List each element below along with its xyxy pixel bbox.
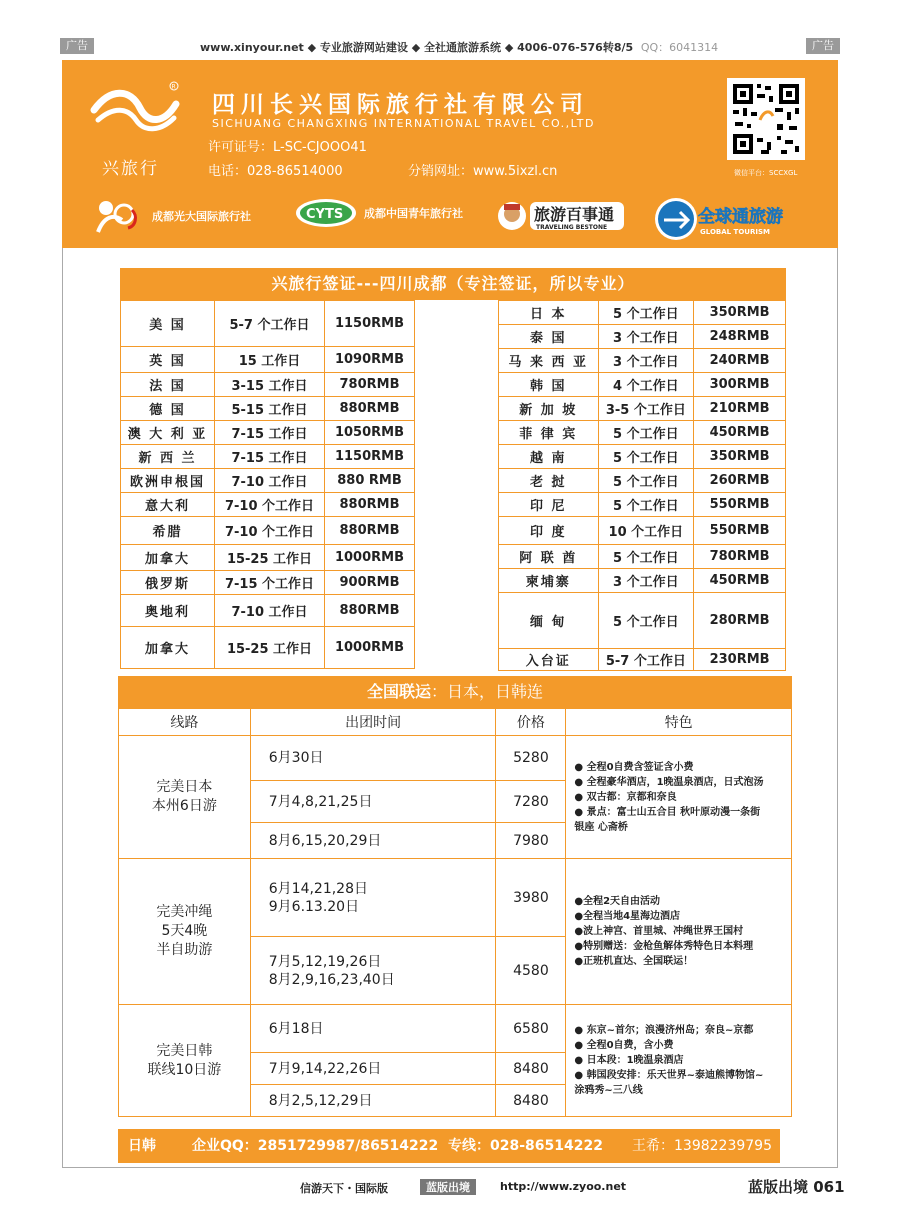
visa-price: 210RMB: [694, 397, 786, 421]
visa-row: [499, 493, 786, 517]
distribution-site: 分销网址：www.5ixzl.cn: [408, 164, 558, 179]
visa-processing-time: 5 个工作日: [598, 493, 694, 517]
tour-departure-dates: [250, 1005, 496, 1053]
contact-label: 日韩: [128, 1138, 156, 1154]
visa-row: [499, 545, 786, 569]
partner-guangda-name: 成都光大国际旅行社: [152, 210, 251, 223]
tour-feature-line: ● 全程0自费含签证含小费: [574, 761, 694, 773]
tour-row: [119, 736, 792, 781]
partner-cyts: [294, 196, 463, 230]
tour-feature-line: ● 景点：富士山五合目 秋叶原动漫一条街: [574, 806, 761, 818]
visa-price: 780RMB: [694, 545, 786, 569]
tour-feature-line: ●正班机直达、全国联运！: [574, 956, 694, 967]
bestone-logo-subtext: TRAVELING BESTONE: [536, 224, 608, 231]
brand-name: 兴旅行: [102, 159, 159, 179]
visa-country: 日 本: [499, 301, 599, 325]
tour-row: [119, 859, 792, 937]
company-header: [62, 60, 838, 248]
visa-country: 缅 甸: [499, 593, 599, 649]
visa-price: 1050RMB: [325, 421, 415, 445]
tour-date-line: 8月6,15,20,29日: [268, 832, 382, 849]
visa-row: [499, 325, 786, 349]
visa-price: 1150RMB: [325, 301, 415, 347]
tour-price: 7980: [496, 823, 566, 859]
visa-country: 越 南: [499, 445, 599, 469]
visa-country: 印 尼: [499, 493, 599, 517]
tour-price: 4580: [496, 937, 566, 1005]
visa-row: [499, 421, 786, 445]
tour-feature-line: ●波上神宫、首里城、冲绳世界王国村: [574, 926, 744, 937]
tour-route-line: 联线10日游: [147, 1061, 222, 1078]
ad-strip-line: www.xinyour.net ◆ 专业旅游网站建设 ◆ 全社通旅游系统 ◆ 4006-076-576转8/5: [200, 41, 634, 54]
visa-processing-time: 7-10 工作日: [215, 469, 325, 493]
visa-country: 新 西 兰: [121, 445, 215, 469]
tour-features: [566, 736, 792, 859]
visa-processing-time: 3 个工作日: [598, 569, 694, 593]
tour-feature-line: ●特别赠送：金枪鱼解体秀特色日本料理: [574, 941, 754, 952]
tour-title-rest: ：日本，日韩连: [431, 682, 544, 701]
visa-country: 澳 大 利 亚: [121, 421, 215, 445]
visa-processing-time: 3-15 工作日: [215, 373, 325, 397]
contact-person: 王希：13982239795: [632, 1138, 772, 1154]
visa-processing-time: 15 工作日: [215, 347, 325, 373]
global-tourism-logo-icon: [654, 196, 794, 242]
tour-route: [119, 1005, 251, 1117]
tour-departure-dates: [250, 859, 496, 937]
xing-travel-logo-icon: [90, 80, 180, 140]
visa-processing-time: 15-25 工作日: [215, 545, 325, 571]
visa-row: [121, 347, 415, 373]
visa-row: [499, 517, 786, 545]
visa-country: 老 挝: [499, 469, 599, 493]
visa-price: 350RMB: [694, 445, 786, 469]
visa-price: 780RMB: [325, 373, 415, 397]
global-logo-subtext: GLOBAL TOURISM: [700, 228, 770, 236]
visa-processing-time: 7-10 个工作日: [215, 493, 325, 517]
tour-price: 8480: [496, 1085, 566, 1117]
visa-processing-time: 7-10 个工作日: [215, 517, 325, 545]
visa-row: [499, 649, 786, 671]
tour-title-bold: 全国联运: [366, 682, 431, 701]
tour-route-line: 半自助游: [156, 942, 213, 958]
visa-country: 马 来 西 亚: [499, 349, 599, 373]
visa-processing-time: 5-7 个工作日: [215, 301, 325, 347]
visa-title: 兴旅行签证---四川成都（专注签证，所以专业）: [120, 268, 786, 300]
visa-row: [121, 571, 415, 595]
visa-row: [499, 349, 786, 373]
tour-price: 3980: [496, 859, 566, 937]
ad-tag-right: 广告: [806, 38, 840, 54]
footer-tag: 蓝版出境: [420, 1179, 476, 1195]
guangda-logo-icon: [92, 196, 146, 236]
tour-header-price: 价格: [496, 709, 566, 736]
tour-date-line: 6月14,21,28日: [268, 880, 369, 897]
visa-processing-time: 5-15 工作日: [215, 397, 325, 421]
top-ad-strip: [60, 38, 840, 56]
visa-processing-time: 7-10 工作日: [215, 595, 325, 627]
bestone-logo-text: 旅游百事通: [534, 205, 615, 224]
svg-text:R: R: [171, 83, 176, 91]
visa-row: [121, 517, 415, 545]
tour-date-line: 7月5,12,19,26日: [268, 953, 382, 970]
tour-price: 7280: [496, 781, 566, 823]
tour-header-features: 特色: [566, 709, 792, 736]
global-logo-text: 全球通旅游: [698, 207, 783, 227]
visa-row: [499, 373, 786, 397]
visa-row: [121, 421, 415, 445]
company-name: 四川长兴国际旅行社有限公司: [212, 92, 589, 118]
visa-processing-time: 5 个工作日: [598, 469, 694, 493]
contact-bar: [118, 1129, 780, 1163]
visa-country: 新 加 坡: [499, 397, 599, 421]
visa-price: 450RMB: [694, 569, 786, 593]
tour-features: [566, 1005, 792, 1117]
visa-price: 300RMB: [694, 373, 786, 397]
tour-date-line: 7月4,8,21,25日: [268, 793, 373, 810]
visa-row: [121, 595, 415, 627]
partner-cyts-name: 成都中国青年旅行社: [364, 207, 463, 220]
visa-price: 880 RMB: [325, 469, 415, 493]
footer-publication: 信游天下・国际版: [300, 1182, 388, 1195]
tour-route-line: 完美日本: [156, 779, 213, 795]
visa-row: [499, 301, 786, 325]
partner-bestone: [496, 196, 632, 236]
visa-row: [499, 445, 786, 469]
page-footer: [0, 1176, 900, 1202]
tour-feature-line: ● 双古都：京都和奈良: [574, 791, 677, 803]
partner-guangda: [92, 196, 251, 236]
tour-feature-line: ● 全程豪华酒店，1晚温泉酒店，日式泡汤: [574, 776, 764, 788]
visa-processing-time: 3 个工作日: [598, 325, 694, 349]
visa-price: 230RMB: [694, 649, 786, 671]
visa-country: 阿 联 酋: [499, 545, 599, 569]
visa-price: 350RMB: [694, 301, 786, 325]
visa-price: 260RMB: [694, 469, 786, 493]
visa-price: 1000RMB: [325, 545, 415, 571]
visa-processing-time: 3-5 个工作日: [598, 397, 694, 421]
tour-departure-dates: [250, 736, 496, 781]
visa-processing-time: 5 个工作日: [598, 545, 694, 569]
visa-row: [121, 469, 415, 493]
ad-strip-qq: QQ：6041314: [640, 41, 719, 54]
visa-table-left: [120, 300, 415, 669]
partner-global: [654, 196, 800, 242]
svg-text:CYTS: CYTS: [306, 207, 344, 222]
visa-processing-time: 5-7 个工作日: [598, 649, 694, 671]
visa-row: [499, 593, 786, 649]
qr-caption: 微信平台：SCCXGL: [734, 169, 798, 177]
visa-row: [121, 397, 415, 421]
tour-date-line: 9月6.13.20日: [268, 898, 360, 915]
visa-processing-time: 5 个工作日: [598, 301, 694, 325]
ad-strip-text: [200, 39, 718, 55]
visa-country: 德 国: [121, 397, 215, 421]
visa-section: [120, 268, 786, 669]
visa-price: 1090RMB: [325, 347, 415, 373]
bestone-logo-icon: [496, 196, 626, 236]
contact-line: 专线：028-86514222: [448, 1138, 603, 1154]
visa-price: 880RMB: [325, 397, 415, 421]
visa-price: 880RMB: [325, 493, 415, 517]
visa-country: 意大利: [121, 493, 215, 517]
visa-processing-time: 5 个工作日: [598, 593, 694, 649]
visa-row: [121, 445, 415, 469]
tour-date-line: 8月2,5,12,29日: [268, 1092, 373, 1109]
tour-date-line: 6月18日: [268, 1020, 324, 1037]
visa-price: 900RMB: [325, 571, 415, 595]
visa-price: 450RMB: [694, 421, 786, 445]
visa-country: 加拿大: [121, 627, 215, 669]
visa-price: 880RMB: [325, 595, 415, 627]
tour-header-route: 线路: [119, 709, 251, 736]
visa-country: 希腊: [121, 517, 215, 545]
tour-route-line: 完美日韩: [156, 1042, 213, 1059]
tour-title: [118, 676, 792, 708]
tour-features: [566, 859, 792, 1005]
tour-route-line: 完美冲绳: [156, 904, 213, 920]
contact-qq: 企业QQ：2851729987/86514222: [192, 1138, 439, 1154]
visa-country: 奥地利: [121, 595, 215, 627]
visa-row: [499, 397, 786, 421]
visa-country: 韩 国: [499, 373, 599, 397]
tour-route-line: 本州6日游: [151, 798, 217, 814]
tour-feature-line: ● 东京~首尔；浪漫济州岛；奈良~京都: [574, 1025, 754, 1036]
footer-page-number: 蓝版出境 061: [748, 1178, 845, 1196]
tour-price: 5280: [496, 736, 566, 781]
visa-processing-time: 7-15 工作日: [215, 445, 325, 469]
visa-country: 入台证: [499, 649, 599, 671]
visa-price: 248RMB: [694, 325, 786, 349]
tour-departure-dates: [250, 1053, 496, 1085]
tour-feature-line: 涂鸦秀~三八线: [574, 1085, 643, 1096]
visa-processing-time: 10 个工作日: [598, 517, 694, 545]
tour-feature-line: ●全程2天自由活动: [574, 896, 661, 907]
ad-tag-left: 广告: [60, 38, 94, 54]
visa-price: 280RMB: [694, 593, 786, 649]
tour-departure-dates: [250, 937, 496, 1005]
tour-date-line: 7月9,14,22,26日: [268, 1060, 382, 1077]
tour-departure-dates: [250, 781, 496, 823]
tour-price: 8480: [496, 1053, 566, 1085]
tour-route-line: 5天4晚: [161, 923, 208, 939]
visa-row: [499, 569, 786, 593]
visa-country: 俄罗斯: [121, 571, 215, 595]
visa-row: [121, 373, 415, 397]
visa-row: [121, 493, 415, 517]
visa-processing-time: 15-25 工作日: [215, 627, 325, 669]
tour-date-line: 6月30日: [268, 750, 324, 766]
tour-feature-line: ● 日本段：1晚温泉酒店: [574, 1055, 684, 1066]
tour-header-date: 出团时间: [250, 709, 496, 736]
visa-price: 550RMB: [694, 517, 786, 545]
visa-processing-time: 4 个工作日: [598, 373, 694, 397]
cyts-logo-icon: [294, 196, 358, 230]
tour-departure-dates: [250, 1085, 496, 1117]
visa-country: 菲 律 宾: [499, 421, 599, 445]
visa-country: 加拿大: [121, 545, 215, 571]
visa-country: 美 国: [121, 301, 215, 347]
tour-price: 6580: [496, 1005, 566, 1053]
visa-price: 1000RMB: [325, 627, 415, 669]
visa-processing-time: 7-15 工作日: [215, 421, 325, 445]
footer-url[interactable]: http://www.zyoo.net: [500, 1180, 627, 1193]
tour-feature-line: ● 全程0自费，含小费: [574, 1040, 674, 1051]
visa-processing-time: 5 个工作日: [598, 421, 694, 445]
visa-country: 英 国: [121, 347, 215, 373]
visa-price: 1150RMB: [325, 445, 415, 469]
visa-row: [499, 469, 786, 493]
visa-price: 550RMB: [694, 493, 786, 517]
visa-country: 法 国: [121, 373, 215, 397]
tour-feature-line: 银座 心斋桥: [574, 821, 628, 833]
company-phone: 电话：028-86514000: [208, 164, 343, 179]
visa-row: [121, 301, 415, 347]
visa-row: [121, 545, 415, 571]
tour-feature-line: ●全程当地4星海边酒店: [574, 911, 681, 922]
visa-country: 欧洲申根国: [121, 469, 215, 493]
company-name-en: SICHUANG CHANGXING INTERNATIONAL TRAVEL CO.,LTD: [212, 117, 595, 130]
tour-departure-dates: [250, 823, 496, 859]
visa-price: 880RMB: [325, 517, 415, 545]
tour-section: [118, 676, 792, 1117]
visa-processing-time: 7-15 个工作日: [215, 571, 325, 595]
license-number: 许可证号：L-SC-CJOOO41: [208, 140, 367, 155]
tour-date-line: 8月2,9,16,23,40日: [268, 971, 395, 988]
tour-route: [119, 859, 251, 1005]
qr-code-icon[interactable]: [727, 78, 805, 160]
tour-feature-line: ● 韩国段安排：乐天世界~泰迪熊博物馆~: [574, 1070, 764, 1081]
visa-price: 240RMB: [694, 349, 786, 373]
visa-table-right: [498, 300, 786, 671]
visa-processing-time: 5 个工作日: [598, 445, 694, 469]
visa-country: 柬埔寨: [499, 569, 599, 593]
tour-table: [118, 708, 792, 1117]
tour-row: [119, 1005, 792, 1053]
visa-processing-time: 3 个工作日: [598, 349, 694, 373]
visa-country: 印 度: [499, 517, 599, 545]
visa-country: 泰 国: [499, 325, 599, 349]
tour-route: [119, 736, 251, 859]
visa-row: [121, 627, 415, 669]
